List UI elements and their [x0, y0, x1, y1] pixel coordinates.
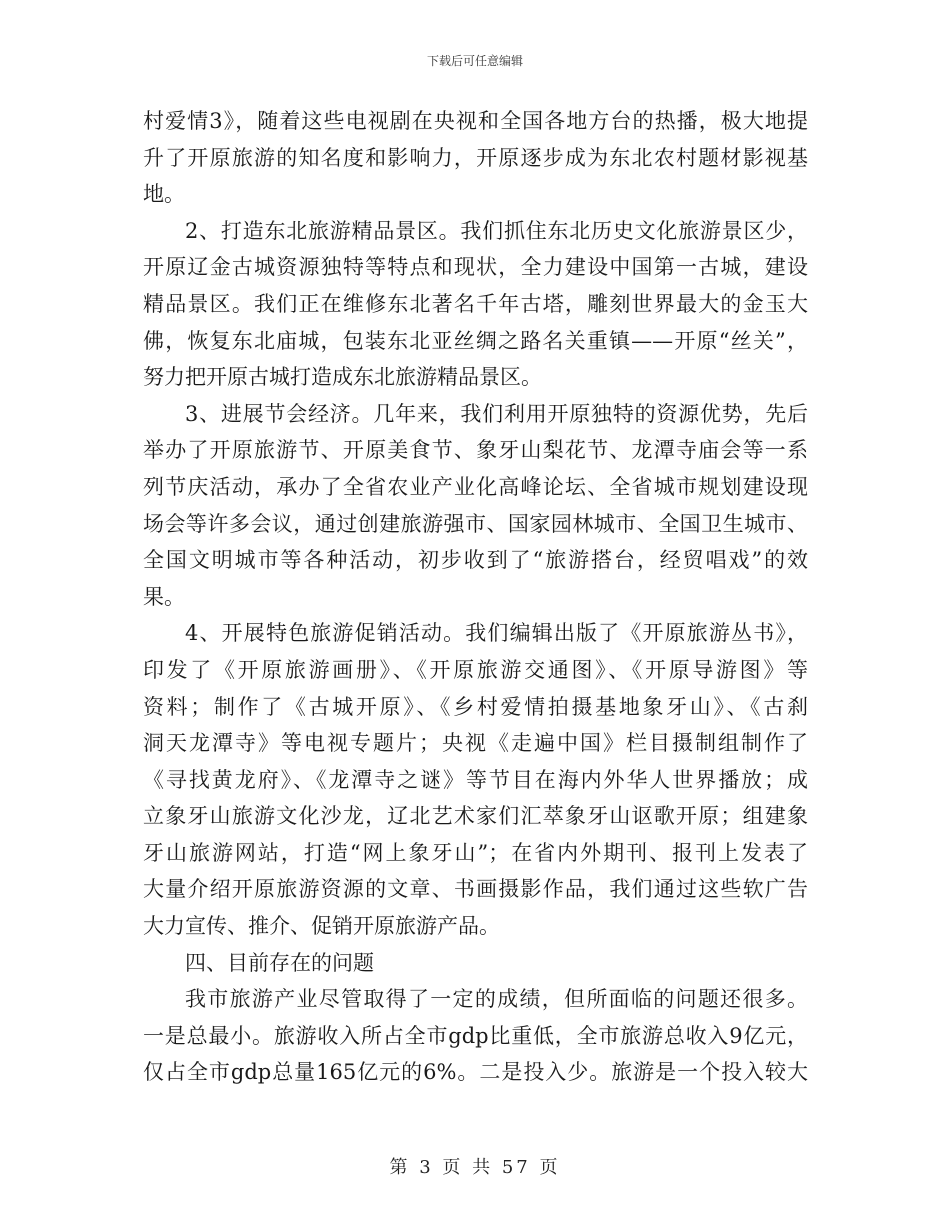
text-line: 举办了开原旅游节、开原美食节、象牙山梨花节、龙潭寺庙会等一系: [143, 438, 808, 463]
text-line: 仅占全市gdp总量165亿元的6%。二是投入少。旅游是一个投入较大: [143, 1060, 808, 1085]
page-header-note: 下载后可任意编辑: [426, 54, 523, 68]
text-line: 《寻找黄龙府》、《龙潭寺之谜》等节目在海内外华人世界播放；成: [143, 767, 808, 792]
text-line: 印发了《开原旅游画册》、《开原旅游交通图》、《开原导游图》等: [143, 657, 808, 682]
text-line: 立象牙山旅游文化沙龙，辽北艺术家们汇萃象牙山讴歌开原；组建象: [143, 804, 808, 829]
text-line: 列节庆活动，承办了全省农业产业化高峰论坛、全省城市规划建设现: [143, 474, 808, 499]
text-line: 2、打造东北旅游精品景区。我们抓住东北历史文化旅游景区少，: [185, 218, 808, 243]
text-line: 全国文明城市等各种活动，初步收到了“旅游搭台，经贸唱戏”的效: [143, 548, 808, 573]
document-body: [143, 103, 808, 1091]
text-line: 果。: [143, 584, 185, 609]
text-line: 牙山旅游网站，打造“网上象牙山”；在省内外期刊、报刊上发表了: [143, 840, 808, 865]
page-number-footer: 第 3 页 共 57 页: [389, 1157, 561, 1178]
text-line: 3、进展节会经济。几年来，我们利用开原独特的资源优势，先后: [185, 401, 808, 426]
text-line: 村爱情3》，随着这些电视剧在央视和全国各地方台的热播，极大地提: [143, 109, 808, 133]
text-line: 场会等许多会议，通过创建旅游强市、国家园林城市、全国卫生城市、: [143, 511, 808, 536]
text-line: 洞天龙潭寺》等电视专题片；央视《走遍中国》栏目摄制组制作了: [143, 731, 808, 756]
text-line: 4、开展特色旅游促销活动。我们编辑出版了《开原旅游丛书》，: [185, 621, 808, 646]
text-line: 大量介绍开原旅游资源的文章、书画摄影作品，我们通过这些软广告: [143, 877, 808, 902]
text-line: 四、目前存在的问题: [185, 950, 374, 975]
text-line: 我市旅游产业尽管取得了一定的成绩，但所面临的问题还很多。: [185, 987, 808, 1012]
text-line: 大力宣传、推介、促销开原旅游产品。: [143, 914, 500, 939]
text-line: 升了开原旅游的知名度和影响力，开原逐步成为东北农村题材影视基: [143, 145, 808, 170]
text-line: 一是总最小。旅游收入所占全市gdp比重低，全市旅游总收入9亿元，: [143, 1023, 808, 1048]
text-line: 佛，恢复东北庙城，包装东北亚丝绸之路名关重镇——开原“丝关”，: [143, 328, 808, 353]
text-line: 地。: [143, 182, 185, 207]
text-line: 开原辽金古城资源独特等特点和现状，全力建设中国第一古城，建设: [143, 255, 808, 280]
text-line: 资料；制作了《古城开原》、《乡村爱情拍摄基地象牙山》、《古刹: [143, 694, 808, 719]
text-line: 精品景区。我们正在维修东北著名千年古塔，雕刻世界最大的金玉大: [143, 291, 808, 316]
text-line: 努力把开原古城打造成东北旅游精品景区。: [143, 365, 542, 390]
